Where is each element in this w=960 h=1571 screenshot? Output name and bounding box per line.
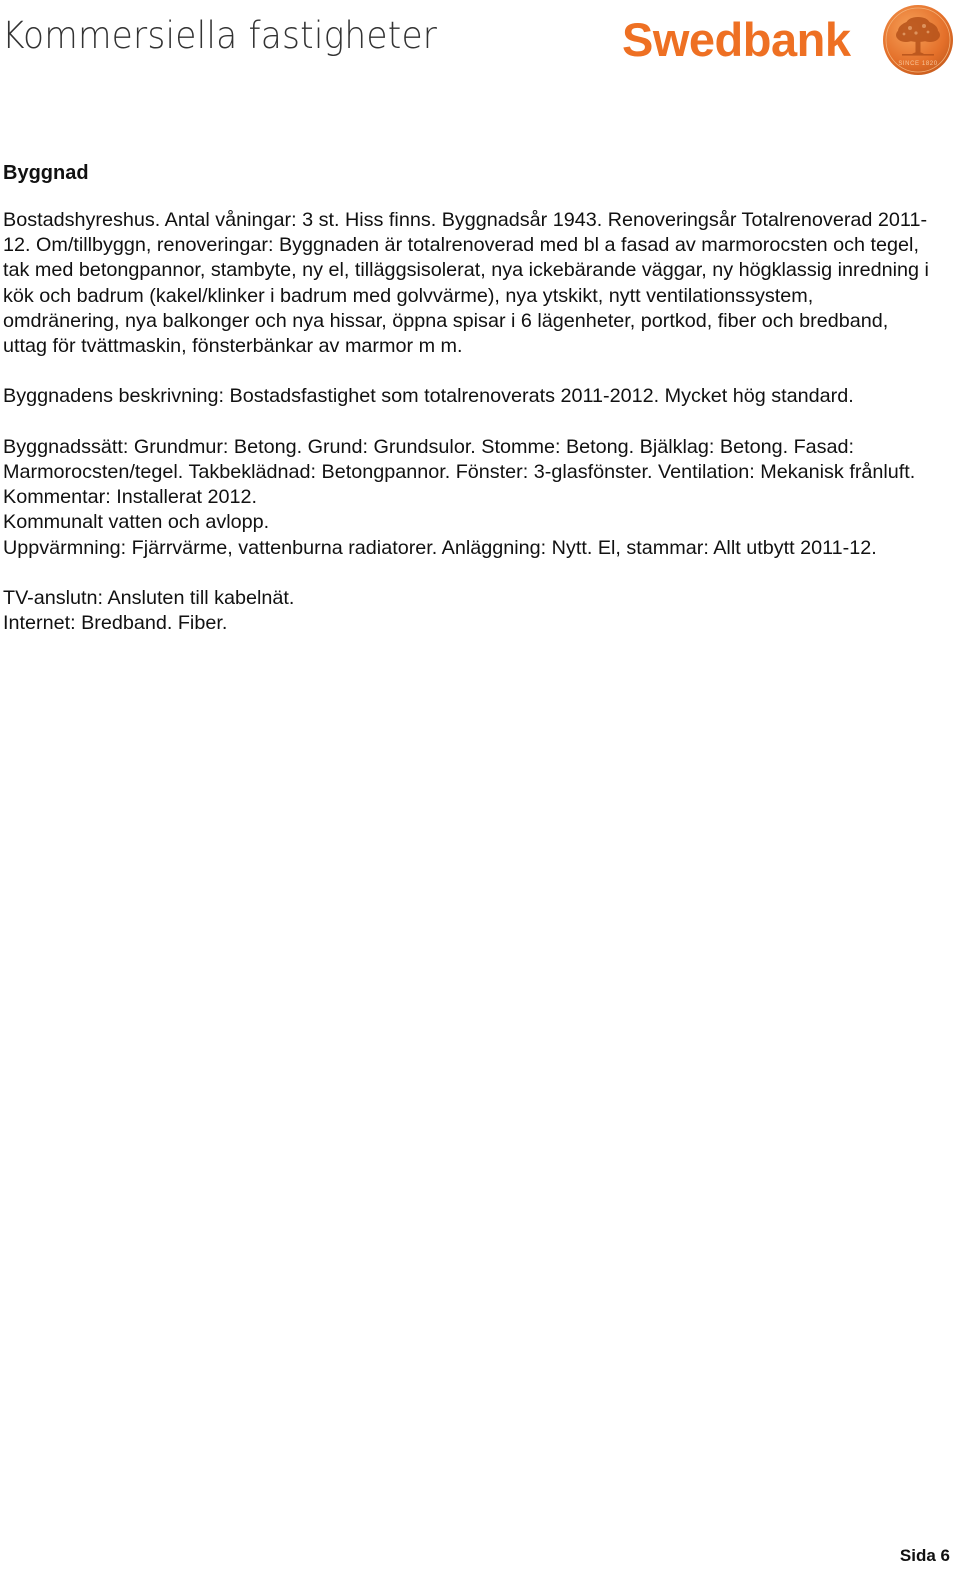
- logo-wordmark: Swedbank: [622, 13, 851, 66]
- swedbank-logo: [620, 4, 956, 78]
- building-description-paragraph: Byggnadens beskrivning: Bostadsfastighet som totalrenoverats 2011-2012. Mycket hög standard.: [3, 385, 854, 408]
- water-sewage-paragraph: Kommunalt vatten och avlopp.: [3, 511, 270, 534]
- building-summary-paragraph: Bostadshyreshus. Antal våningar: 3 st. Hiss finns. Byggnadsår 1943. Renoveringsår Totalrenoverad 2011-12. Om/tillbyggn, renoveringar: Byggnaden är totalrenoverad med bl a fasad av marmorocsten och tegel, tak med betongpannor, stambyte, ny el, tilläggsisolerat, nya ickebärande väggar, ny högklassig inredning i kök och badrum (kakel/klinker i badrum med golvvärme), nya ytskikt, nytt ventilationssystem, omdränering, nya balkonger och nya hissar, öppna spisar i 6 lägenheter, portkod, fiber och bredband, uttag för tvättmaskin, fönsterbänkar av marmor m m.: [3, 209, 929, 358]
- tv-connection-paragraph: TV-anslutn: Ansluten till kabelnät.: [3, 587, 295, 609]
- paragraph-spacer: [3, 561, 933, 586]
- document-title: Kommersiella fastigheter: [2, 14, 438, 57]
- page-number: Sida 6: [899, 1546, 950, 1565]
- main-content: [3, 158, 933, 636]
- svg-text:SINCE 1820: SINCE 1820: [898, 61, 938, 67]
- internet-paragraph: Internet: Bredband. Fiber.: [3, 612, 228, 635]
- section-heading: Byggnad: [3, 162, 89, 184]
- paragraph-spacer: [3, 359, 933, 384]
- oak-tree-seal-icon: [882, 4, 954, 76]
- construction-paragraph: Byggnadssätt: Grundmur: Betong. Grund: Grundsulor. Stomme: Betong. Bjälklag: Betong. Fasad: Marmorocsten/tegel. Takbeklädnad: Betongpannor. Fönster: 3-glasfönster. Ventilation: Mekanisk frånluft. Kommentar: Installerat 2012.: [3, 435, 916, 509]
- paragraph-spacer: [3, 410, 933, 435]
- heating-paragraph: Uppvärmning: Fjärrvärme, vattenburna radiatorer. Anläggning: Nytt. El, stammar: Allt utbytt 2011-12.: [3, 536, 877, 559]
